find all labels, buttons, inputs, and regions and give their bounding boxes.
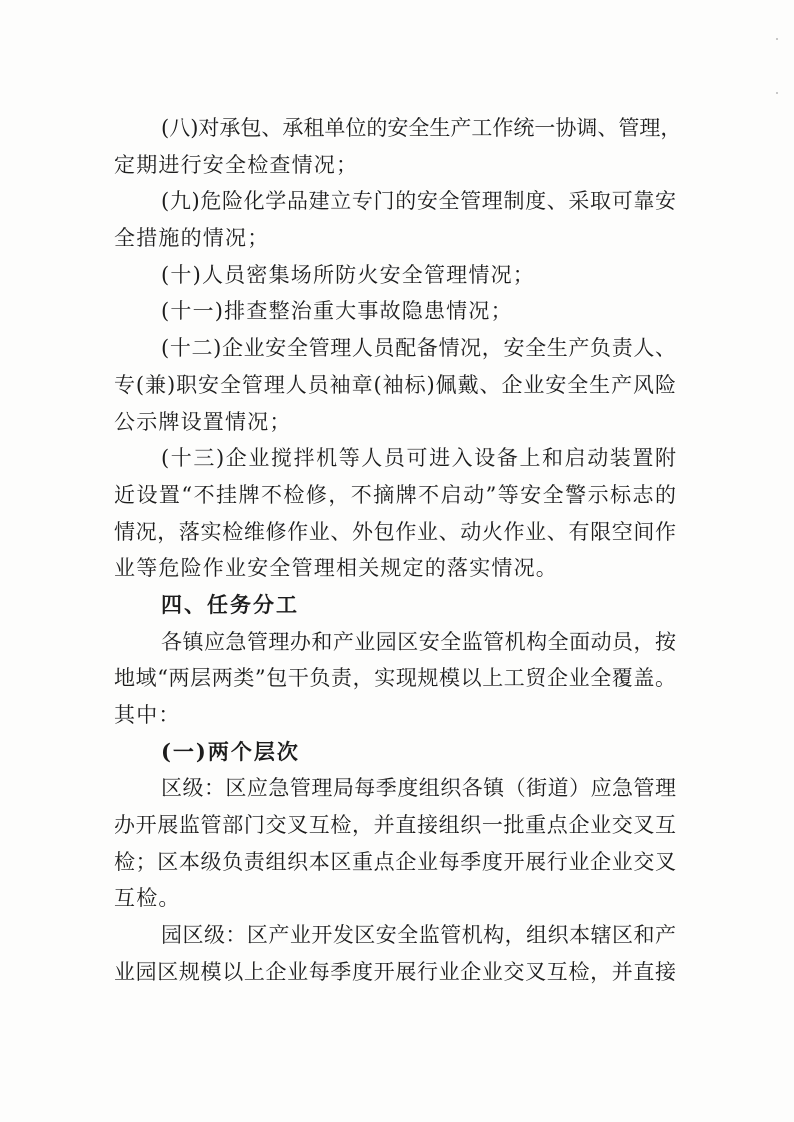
paragraph-line: 公示牌设置情况； (114, 409, 292, 434)
paragraph-line: 业等危险作业安全管理相关规定的落实情况。 (114, 556, 558, 581)
paragraph-line: (十一)排查整治重大事故隐患情况； (161, 299, 513, 324)
paragraph-line: 办开展监管部门交叉互检，并直接组织一批重点企业交叉互 (114, 813, 676, 838)
paragraph-line: 各镇应急管理办和产业园区安全监管机构全面动员，按 (161, 629, 676, 654)
paragraph-line: (十三)企业搅拌机等人员可进入设备上和启动装置附 (161, 446, 676, 471)
paragraph-line: 地域“两层两类”包干负责，实现规模以上工贸企业全覆盖。 (114, 666, 676, 691)
paragraph-line: 近设置“不挂牌不检修，不摘牌不启动”等安全警示标志的 (114, 482, 676, 507)
paragraph-line: 全措施的情况； (114, 226, 270, 251)
paragraph-line: 定期进行安全检查情况； (114, 152, 359, 177)
paragraph-line: 检；区本级负责组织本区重点企业每季度开展行业企业交叉 (114, 849, 676, 874)
paragraph-line: 专(兼)职安全管理人员袖章(袖标)佩戴、企业安全生产风险 (114, 372, 676, 397)
paragraph-line: 互检。 (114, 886, 181, 911)
paragraph-line: (八)对承包、承租单位的安全生产工作统一协调、管理， (161, 116, 682, 140)
paragraph-line: 区级：区应急管理局每季度组织各镇（街道）应急管理 (161, 776, 676, 801)
paragraph-line: 其中： (114, 703, 181, 727)
scan-speck (776, 38, 778, 40)
paragraph-line: 情况，落实检维修作业、外包作业、动火作业、有限空间作 (114, 519, 676, 544)
paragraph-line: 业园区规模以上企业每季度开展行业企业交叉互检，并直接 (114, 959, 676, 984)
paragraph-line: 园区级：区产业开发区安全监管机构，组织本辖区和产 (161, 923, 676, 948)
document-body (114, 110, 682, 991)
paragraph-line: (十二)企业安全管理人员配备情况，安全生产负责人、 (161, 336, 676, 361)
paragraph-line: (九)危险化学品建立专门的安全管理制度、采取可靠安 (161, 189, 676, 214)
section-heading: 四、任务分工 (161, 592, 299, 617)
paragraph-line: (十)人员密集场所防火安全管理情况； (161, 262, 535, 287)
scan-speck (776, 92, 778, 94)
subsection-heading: (一)两个层次 (161, 738, 300, 764)
